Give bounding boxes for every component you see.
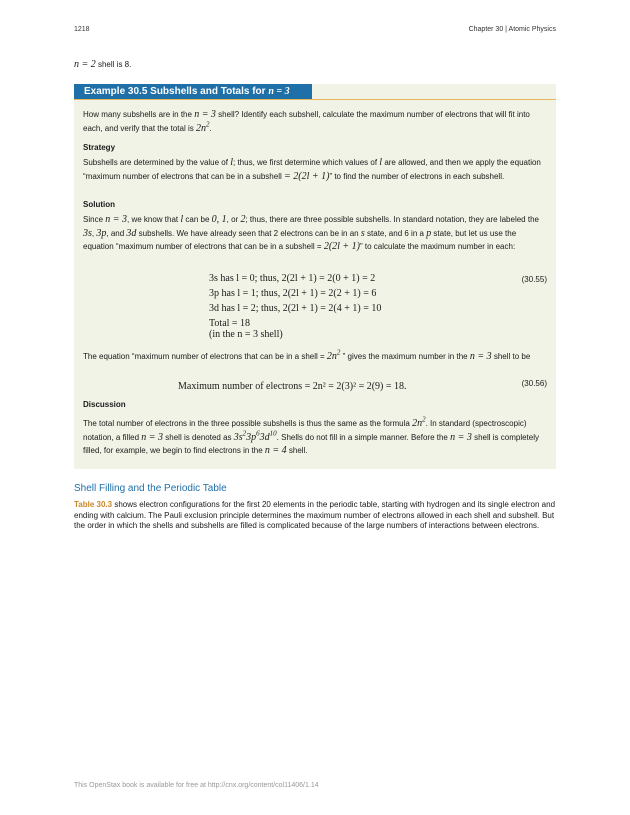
question-paragraph: How many subshells are in the n = 3 shell? Identify each subshell, calculate the maximum number of electrons that will fit into each, and verify that the total is $2n^2$.	[83, 109, 530, 134]
chapter-title: Chapter 30 | Atomic Physics	[468, 26, 556, 33]
equation-number-30-55: (30.55)	[521, 275, 547, 284]
equation-30-55-line-2: 3p has l = 1; thus, 2(2l + 1) = 2(2 + 1) = 6	[209, 288, 377, 299]
section-heading: Shell Filling and the Periodic Table	[74, 483, 227, 494]
equation-30-55-line-5: (in the n = 3 shell)	[209, 329, 283, 340]
example-title	[74, 84, 312, 99]
solution-heading: Solution	[83, 200, 115, 209]
discussion-heading: Discussion	[83, 400, 126, 409]
discussion-paragraph: The total number of electrons in the three possible subshells is thus the same as the formula $2n^2$. In standard (spectroscopic) notation, a filled n = 3 shell is denoted as $3s^23p^63d^{10}$. Shells do not fill in a simple manner. Before the n = 3 shell is completely filled, for example, we begin to find electrons in the n = 4 shell.	[83, 415, 540, 457]
example-title-rule	[74, 99, 556, 100]
strategy-heading: Strategy	[83, 143, 116, 152]
solution-paragraph: Since n = 3, we know that l can be 0, 1, or 2; thus, there are three possible subshells. In standard notation, they are labeled the 3s, 3p, and 3d subshells. We have already seen that 2 electrons can be in an s state, and 6 in a p state, but let us use the equation “maximum number of electrons that can be in a subshell = 2(2l + 1)” to calculate the maximum number in each:	[83, 214, 539, 253]
table-30-3-link[interactable]: Table 30.3	[74, 500, 113, 509]
equation-30-56: Maximum number of electrons = 2n² = 2(3)² = 2(9) = 18.	[178, 381, 407, 392]
example-title-text: Example 30.5 Subshells and Totals for	[84, 86, 266, 97]
equation-number-30-56: (30.56)	[521, 379, 547, 388]
section-paragraph	[74, 500, 556, 532]
footer-note: This OpenStax book is available for free at http://cnx.org/content/col11406/1.14	[74, 782, 319, 789]
example-title-math: n = 3	[268, 86, 290, 97]
equation-30-55-line-4: Total = 18	[209, 318, 251, 329]
equation-30-55-line-1: 3s has l = 0; thus, 2(2l + 1) = 2(0 + 1) = 2	[209, 273, 376, 284]
page-number: 1218	[74, 26, 90, 33]
example-box	[74, 84, 556, 469]
section-text: shows electron configurations for the first 20 elements in the periodic table, starting with hydrogen and its single electron and ending with calcium. The Pauli exclusion principle determines the maximum number of electrons allowed in each shell and subshell. But the order in which the shells and subshells are filled is complicated because of the large numbers of interactions between electrons.	[74, 500, 556, 530]
intro-line	[74, 59, 131, 70]
intro-math: n = 2	[74, 59, 96, 70]
strategy-paragraph: Subshells are determined by the value of l; thus, we first determine which values of l are allowed, and then we apply the equation “maximum number of electrons that can be in a subshell = 2(2l + 1)” to find the number of electrons in each subshell.	[83, 157, 541, 182]
shell-max-paragraph: The equation “maximum number of electrons that can be in a shell = $2n^2$ ” gives the maximum number in the n = 3 shell to be	[83, 348, 531, 362]
equation-30-55-line-3: 3d has l = 2; thus, 2(2l + 1) = 2(4 + 1) = 10	[209, 303, 382, 314]
intro-text: shell is 8.	[97, 60, 132, 69]
